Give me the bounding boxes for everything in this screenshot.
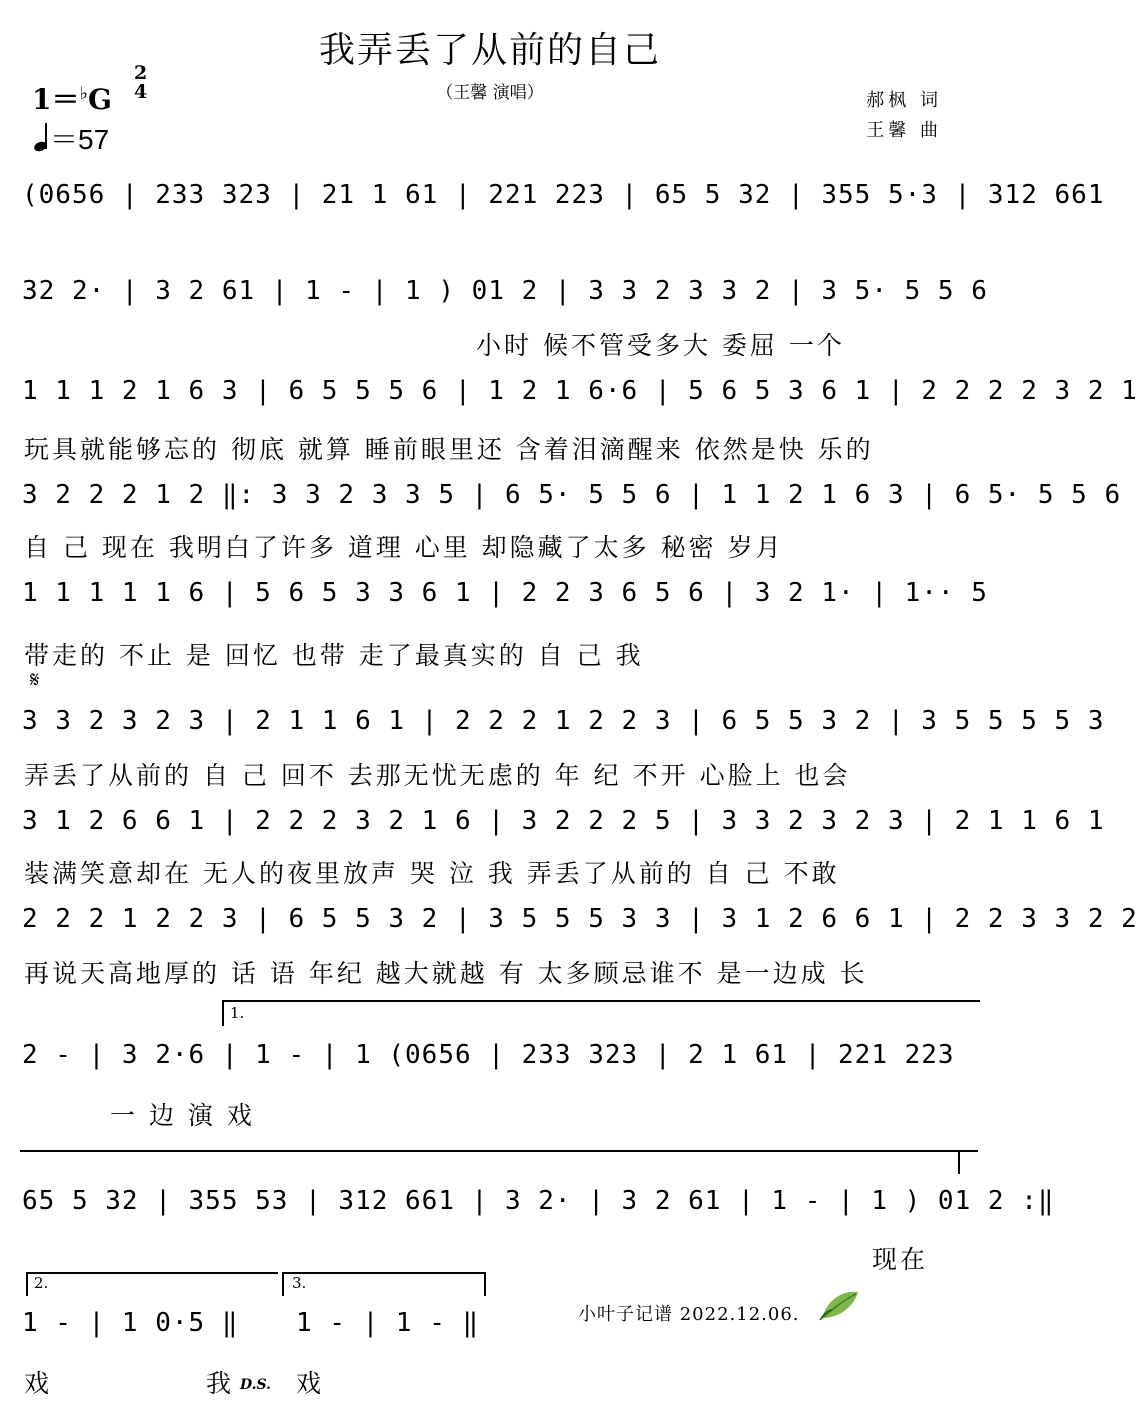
lyric-line-3: 玩具就能够忘的 彻底 就算 睡前眼里还 含着泪滴醒来 依然是快 乐的 [24,435,874,464]
transcriber-signature: 小叶子记谱 2022.12.06. [578,1304,800,1325]
score-line-8: 2 2 2 1 2 2 3 | 6 5 5 3 2 | 3 5 5 5 3 3 | 3 1 2 6 6 1 | 2 2 3 3 2 2 [22,904,1138,934]
lyric-line-11-c: 戏 [296,1369,325,1398]
singer-credit: （王馨 演唱） [436,83,544,103]
lyricist-credit: 郝枫 词 [866,90,942,111]
ending-2-label: 2. [34,1274,49,1292]
ending-2-bracket-start [26,1272,28,1296]
tempo-marking [34,118,109,158]
key-note: G [87,83,112,116]
lyric-line-7: 装满笑意却在 无人的夜里放声 哭 泣 我 弄丢了从前的 自 己 不敢 [24,859,840,888]
time-signature-top: 2 [134,62,148,84]
lyric-line-11-a: 戏 [24,1369,53,1398]
dal-segno-mark: D.S. [240,1377,272,1393]
lyric-line-8: 再说天高地厚的 话 语 年纪 越大就越 有 太多顾忌谁不 是一边成 长 [24,959,868,988]
lyric-line-10: 现在 [872,1245,929,1274]
tempo-value: ＝57 [50,124,110,155]
lyric-line-9: 一 边 演 戏 [110,1101,255,1130]
score-line-1: (0656 | 233 323 | 21 1 61 | 221 223 | 65 5 32 | 355 5·3 | 312 661 [22,180,1105,210]
ending-3-bracket-start [282,1272,284,1296]
ending-1-label: 1. [230,1004,245,1022]
time-signature-bottom: 4 [134,81,148,103]
ending-1-bracket [222,1000,980,1002]
score-line-4: 3 2 2 2 1 2 ‖: 3 3 2 3 3 5 | 6 5· 5 5 6 | 1 1 2 1 6 3 | 6 5· 5 5 6 [22,480,1122,510]
ending-1-bracket-end [958,1150,960,1174]
ending-2-bracket [26,1272,278,1274]
ending-3-bracket-end [484,1272,486,1296]
lyric-line-2: 小时 候不管受多大 委屈 一个 [476,331,845,360]
song-title: 我弄丢了从前的自己 [318,30,661,71]
lyric-line-11-b: 我 [206,1369,235,1398]
score-line-2: 32 2· | 3 2 61 | 1 - | 1 ) 01 2 | 3 3 2 3 3 2 | 3 5· 5 5 6 [22,276,988,306]
score-line-11-ending-2: 1 - | 1 0·5 ‖ [22,1308,239,1338]
segno-sign: 𝄋 [30,668,40,693]
score-line-9: 2 - | 3 2·6 | 1 - | 1 (0656 | 233 323 | 2 1 61 | 221 223 [22,1040,955,1070]
flat-sign: ♭ [79,83,88,104]
key-prefix: 1＝ [32,83,80,116]
key-signature [32,78,112,118]
ending-1-bracket-continued [20,1150,978,1152]
score-line-6: 3 3 2 3 2 3 | 2 1 1 6 1 | 2 2 2 1 2 2 3 | 6 5 5 3 2 | 3 5 5 5 5 3 [22,706,1105,736]
ending-1-bracket-start [222,1000,224,1026]
score-line-5: 1 1 1 1 1 6 | 5 6 5 3 3 6 1 | 2 2 3 6 5 6 | 3 2 1· | 1·· 5 [22,578,988,608]
time-signature [134,64,147,102]
composer-credit: 王馨 曲 [866,120,942,141]
lyric-line-5: 带走的 不止 是 回忆 也带 走了最真实的 自 己 我 [24,641,644,670]
leaf-icon [818,1288,860,1322]
lyric-line-6: 弄丢了从前的 自 己 回不 去那无忧无虑的 年 纪 不开 心脸上 也会 [24,761,851,790]
score-line-10: 65 5 32 | 355 53 | 312 661 | 3 2· | 3 2 61 | 1 - | 1 ) 01 2 :‖ [22,1186,1055,1216]
ending-3-bracket [282,1272,484,1274]
score-line-3: 1 1 1 2 1 6 3 | 6 5 5 5 6 | 1 2 1 6·6 | 5 6 5 3 6 1 | 2 2 2 2 3 2 1 [22,376,1138,406]
score-line-7: 3 1 2 6 6 1 | 2 2 2 3 2 1 6 | 3 2 2 2 5 | 3 3 2 3 2 3 | 2 1 1 6 1 [22,806,1105,836]
ending-3-label: 3. [292,1274,307,1292]
quarter-note-icon [34,123,50,153]
lyric-line-4: 自 己 现在 我明白了许多 道理 心里 却隐藏了太多 秘密 岁月 [24,533,784,562]
score-line-11-ending-3: 1 - | 1 - ‖ [296,1308,480,1338]
